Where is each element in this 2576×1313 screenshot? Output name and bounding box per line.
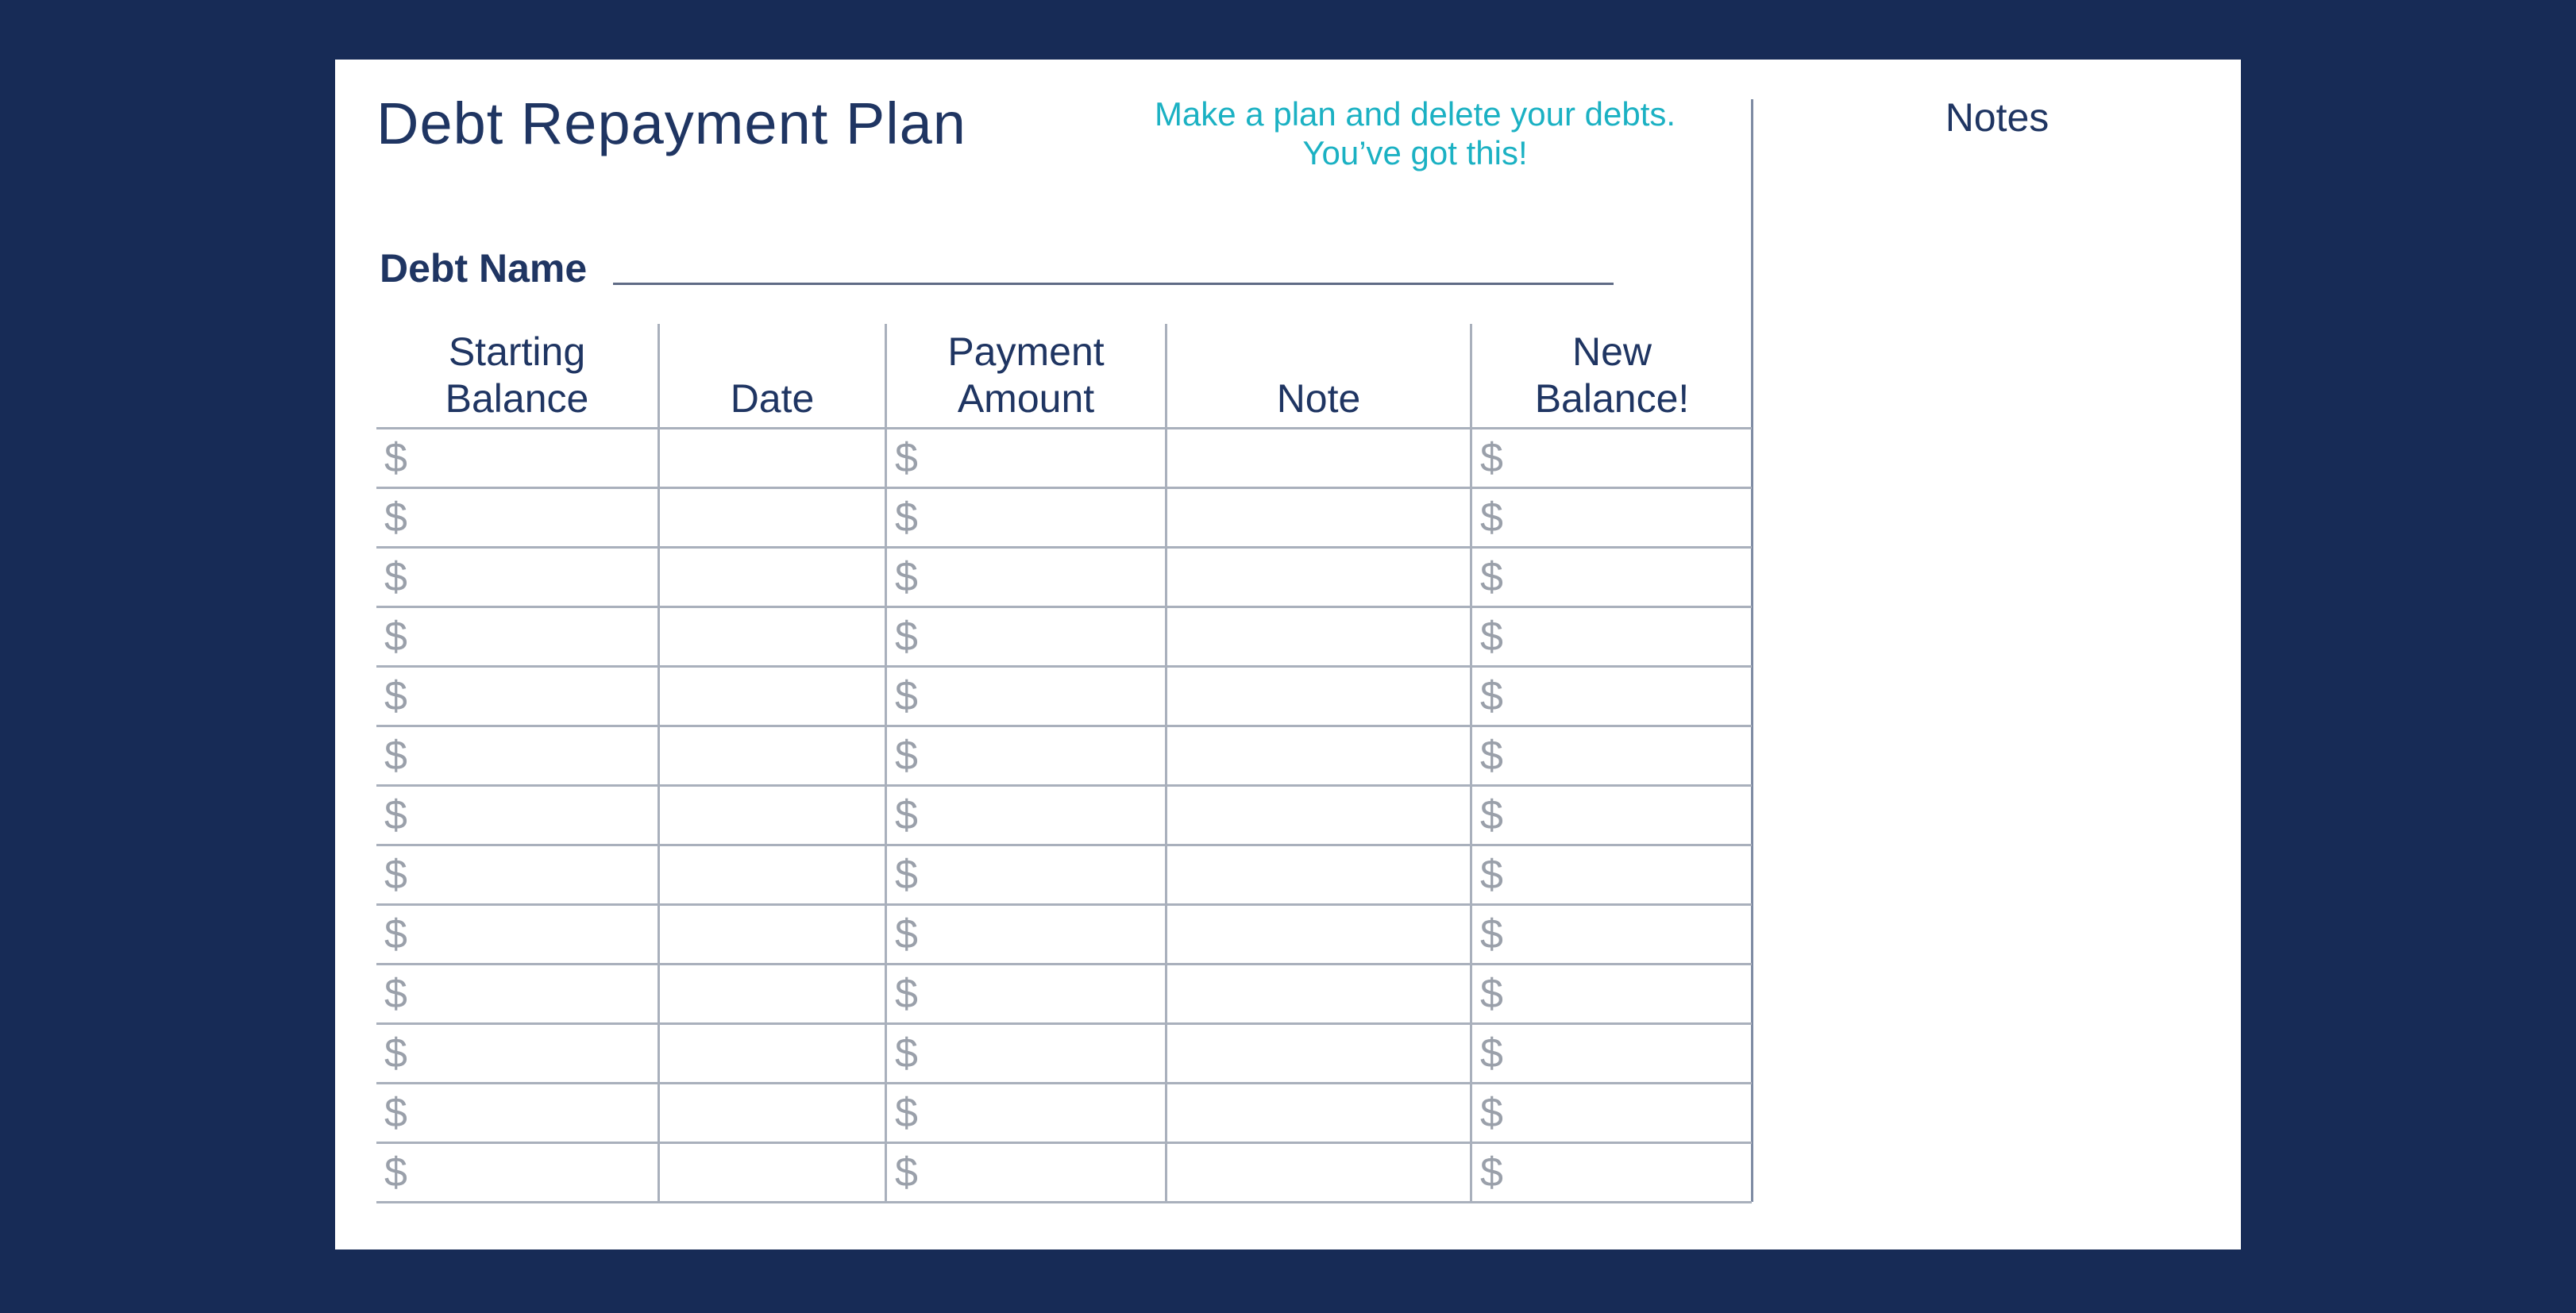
tagline-line-2: You’ve got this! bbox=[1302, 134, 1528, 171]
dollar-sign: $ bbox=[1480, 792, 1503, 838]
dollar-sign: $ bbox=[384, 792, 407, 838]
header-text-line: Amount bbox=[957, 376, 1095, 421]
header-note bbox=[1167, 324, 1472, 427]
header-new-balance bbox=[1472, 324, 1752, 427]
dollar-sign: $ bbox=[895, 554, 918, 600]
dollar-sign: $ bbox=[384, 673, 407, 719]
dollar-sign: $ bbox=[1480, 852, 1503, 898]
dollar-sign: $ bbox=[895, 1090, 918, 1136]
note-cell[interactable] bbox=[1167, 608, 1472, 665]
new-balance-cell[interactable] bbox=[1472, 1084, 1752, 1142]
dollar-sign: $ bbox=[1480, 554, 1503, 600]
note-cell[interactable] bbox=[1167, 489, 1472, 546]
date-cell[interactable] bbox=[660, 906, 887, 963]
table-row bbox=[376, 1144, 1752, 1203]
dollar-sign: $ bbox=[1480, 1030, 1503, 1076]
repayment-table bbox=[376, 324, 1752, 1203]
payment-amount-cell[interactable] bbox=[887, 549, 1167, 606]
dollar-sign: $ bbox=[1480, 495, 1503, 541]
dollar-sign: $ bbox=[1480, 435, 1503, 481]
date-cell[interactable] bbox=[660, 787, 887, 844]
starting-balance-cell[interactable] bbox=[376, 965, 660, 1022]
starting-balance-cell[interactable] bbox=[376, 1144, 660, 1201]
payment-amount-cell[interactable] bbox=[887, 668, 1167, 725]
page-title: Debt Repayment Plan bbox=[376, 90, 966, 156]
starting-balance-cell[interactable] bbox=[376, 787, 660, 844]
payment-amount-cell[interactable] bbox=[887, 906, 1167, 963]
payment-amount-cell[interactable] bbox=[887, 608, 1167, 665]
table-row bbox=[376, 1025, 1752, 1084]
table-row bbox=[376, 608, 1752, 668]
dollar-sign: $ bbox=[384, 971, 407, 1017]
dollar-sign: $ bbox=[1480, 1149, 1503, 1196]
table-row bbox=[376, 668, 1752, 727]
dollar-sign: $ bbox=[1480, 673, 1503, 719]
header-text-line: Starting bbox=[448, 329, 586, 374]
starting-balance-cell[interactable] bbox=[376, 906, 660, 963]
worksheet-page bbox=[335, 60, 2241, 1249]
header-payment-amount bbox=[887, 324, 1167, 427]
dollar-sign: $ bbox=[384, 1030, 407, 1076]
starting-balance-cell[interactable] bbox=[376, 1025, 660, 1082]
date-cell[interactable] bbox=[660, 489, 887, 546]
new-balance-cell[interactable] bbox=[1472, 668, 1752, 725]
dollar-sign: $ bbox=[384, 1090, 407, 1136]
payment-amount-cell[interactable] bbox=[887, 1025, 1167, 1082]
note-cell[interactable] bbox=[1167, 727, 1472, 784]
dollar-sign: $ bbox=[895, 971, 918, 1017]
payment-amount-cell[interactable] bbox=[887, 965, 1167, 1022]
header-text-line: Note bbox=[1276, 376, 1361, 421]
date-cell[interactable] bbox=[660, 1084, 887, 1142]
note-cell[interactable] bbox=[1167, 846, 1472, 903]
new-balance-cell[interactable] bbox=[1472, 787, 1752, 844]
dollar-sign: $ bbox=[895, 614, 918, 660]
header-text-line: Date bbox=[730, 376, 815, 421]
dollar-sign: $ bbox=[384, 495, 407, 541]
new-balance-cell[interactable] bbox=[1472, 429, 1752, 487]
new-balance-cell[interactable] bbox=[1472, 549, 1752, 606]
starting-balance-cell[interactable] bbox=[376, 727, 660, 784]
new-balance-cell[interactable] bbox=[1472, 906, 1752, 963]
date-cell[interactable] bbox=[660, 549, 887, 606]
dollar-sign: $ bbox=[384, 911, 407, 957]
debt-name-label: Debt Name bbox=[380, 246, 588, 291]
dollar-sign: $ bbox=[1480, 911, 1503, 957]
note-cell[interactable] bbox=[1167, 965, 1472, 1022]
dollar-sign: $ bbox=[895, 852, 918, 898]
dollar-sign: $ bbox=[895, 1149, 918, 1196]
table-row bbox=[376, 727, 1752, 787]
dollar-sign: $ bbox=[384, 733, 407, 779]
note-cell[interactable] bbox=[1167, 549, 1472, 606]
header-starting-balance bbox=[376, 324, 660, 427]
date-cell[interactable] bbox=[660, 668, 887, 725]
dollar-sign: $ bbox=[384, 554, 407, 600]
dollar-sign: $ bbox=[384, 1149, 407, 1196]
header-date bbox=[660, 324, 887, 427]
table-row bbox=[376, 549, 1752, 608]
starting-balance-cell[interactable] bbox=[376, 429, 660, 487]
payment-amount-cell[interactable] bbox=[887, 846, 1167, 903]
note-cell[interactable] bbox=[1167, 429, 1472, 487]
dollar-sign: $ bbox=[384, 614, 407, 660]
table-row bbox=[376, 429, 1752, 489]
dollar-sign: $ bbox=[895, 495, 918, 541]
table-row bbox=[376, 787, 1752, 846]
date-cell[interactable] bbox=[660, 1025, 887, 1082]
dollar-sign: $ bbox=[895, 911, 918, 957]
table-row bbox=[376, 906, 1752, 965]
dollar-sign: $ bbox=[895, 792, 918, 838]
debt-name-input-line[interactable] bbox=[613, 283, 1614, 285]
date-cell[interactable] bbox=[660, 429, 887, 487]
note-cell[interactable] bbox=[1167, 906, 1472, 963]
date-cell[interactable] bbox=[660, 1144, 887, 1201]
header-text-line: Payment bbox=[947, 329, 1105, 374]
payment-amount-cell[interactable] bbox=[887, 727, 1167, 784]
dollar-sign: $ bbox=[895, 435, 918, 481]
new-balance-cell[interactable] bbox=[1472, 608, 1752, 665]
new-balance-cell[interactable] bbox=[1472, 1025, 1752, 1082]
dollar-sign: $ bbox=[384, 435, 407, 481]
note-cell[interactable] bbox=[1167, 1144, 1472, 1201]
note-cell[interactable] bbox=[1167, 787, 1472, 844]
dollar-sign: $ bbox=[1480, 1090, 1503, 1136]
new-balance-cell[interactable] bbox=[1472, 727, 1752, 784]
note-cell[interactable] bbox=[1167, 1084, 1472, 1142]
date-cell[interactable] bbox=[660, 846, 887, 903]
date-cell[interactable] bbox=[660, 727, 887, 784]
date-cell[interactable] bbox=[660, 608, 887, 665]
table-row bbox=[376, 489, 1752, 549]
note-cell[interactable] bbox=[1167, 668, 1472, 725]
header-text-line: Balance! bbox=[1534, 376, 1690, 421]
table-row bbox=[376, 846, 1752, 906]
starting-balance-cell[interactable] bbox=[376, 846, 660, 903]
dollar-sign: $ bbox=[895, 673, 918, 719]
dollar-sign: $ bbox=[1480, 971, 1503, 1017]
payment-amount-cell[interactable] bbox=[887, 1084, 1167, 1142]
header-text-line: New bbox=[1571, 329, 1652, 374]
dollar-sign: $ bbox=[895, 733, 918, 779]
starting-balance-cell[interactable] bbox=[376, 608, 660, 665]
payment-amount-cell[interactable] bbox=[887, 1144, 1167, 1201]
tagline bbox=[1018, 94, 1812, 172]
header-text-line: Balance bbox=[445, 376, 589, 421]
starting-balance-cell[interactable] bbox=[376, 549, 660, 606]
dollar-sign: $ bbox=[1480, 733, 1503, 779]
payment-amount-cell[interactable] bbox=[887, 489, 1167, 546]
dollar-sign: $ bbox=[1480, 614, 1503, 660]
table-row bbox=[376, 1084, 1752, 1144]
new-balance-cell[interactable] bbox=[1472, 846, 1752, 903]
notes-title: Notes bbox=[1945, 95, 2050, 140]
payment-amount-cell[interactable] bbox=[887, 429, 1167, 487]
tagline-line-1: Make a plan and delete your debts. bbox=[1154, 95, 1676, 133]
dollar-sign: $ bbox=[895, 1030, 918, 1076]
date-cell[interactable] bbox=[660, 965, 887, 1022]
table-header-row bbox=[376, 324, 1752, 429]
note-cell[interactable] bbox=[1167, 1025, 1472, 1082]
new-balance-cell[interactable] bbox=[1472, 965, 1752, 1022]
new-balance-cell[interactable] bbox=[1472, 489, 1752, 546]
starting-balance-cell[interactable] bbox=[376, 489, 660, 546]
payment-amount-cell[interactable] bbox=[887, 787, 1167, 844]
dollar-sign: $ bbox=[384, 852, 407, 898]
table-body bbox=[376, 429, 1752, 1203]
starting-balance-cell[interactable] bbox=[376, 668, 660, 725]
starting-balance-cell[interactable] bbox=[376, 1084, 660, 1142]
table-row bbox=[376, 965, 1752, 1025]
new-balance-cell[interactable] bbox=[1472, 1144, 1752, 1201]
